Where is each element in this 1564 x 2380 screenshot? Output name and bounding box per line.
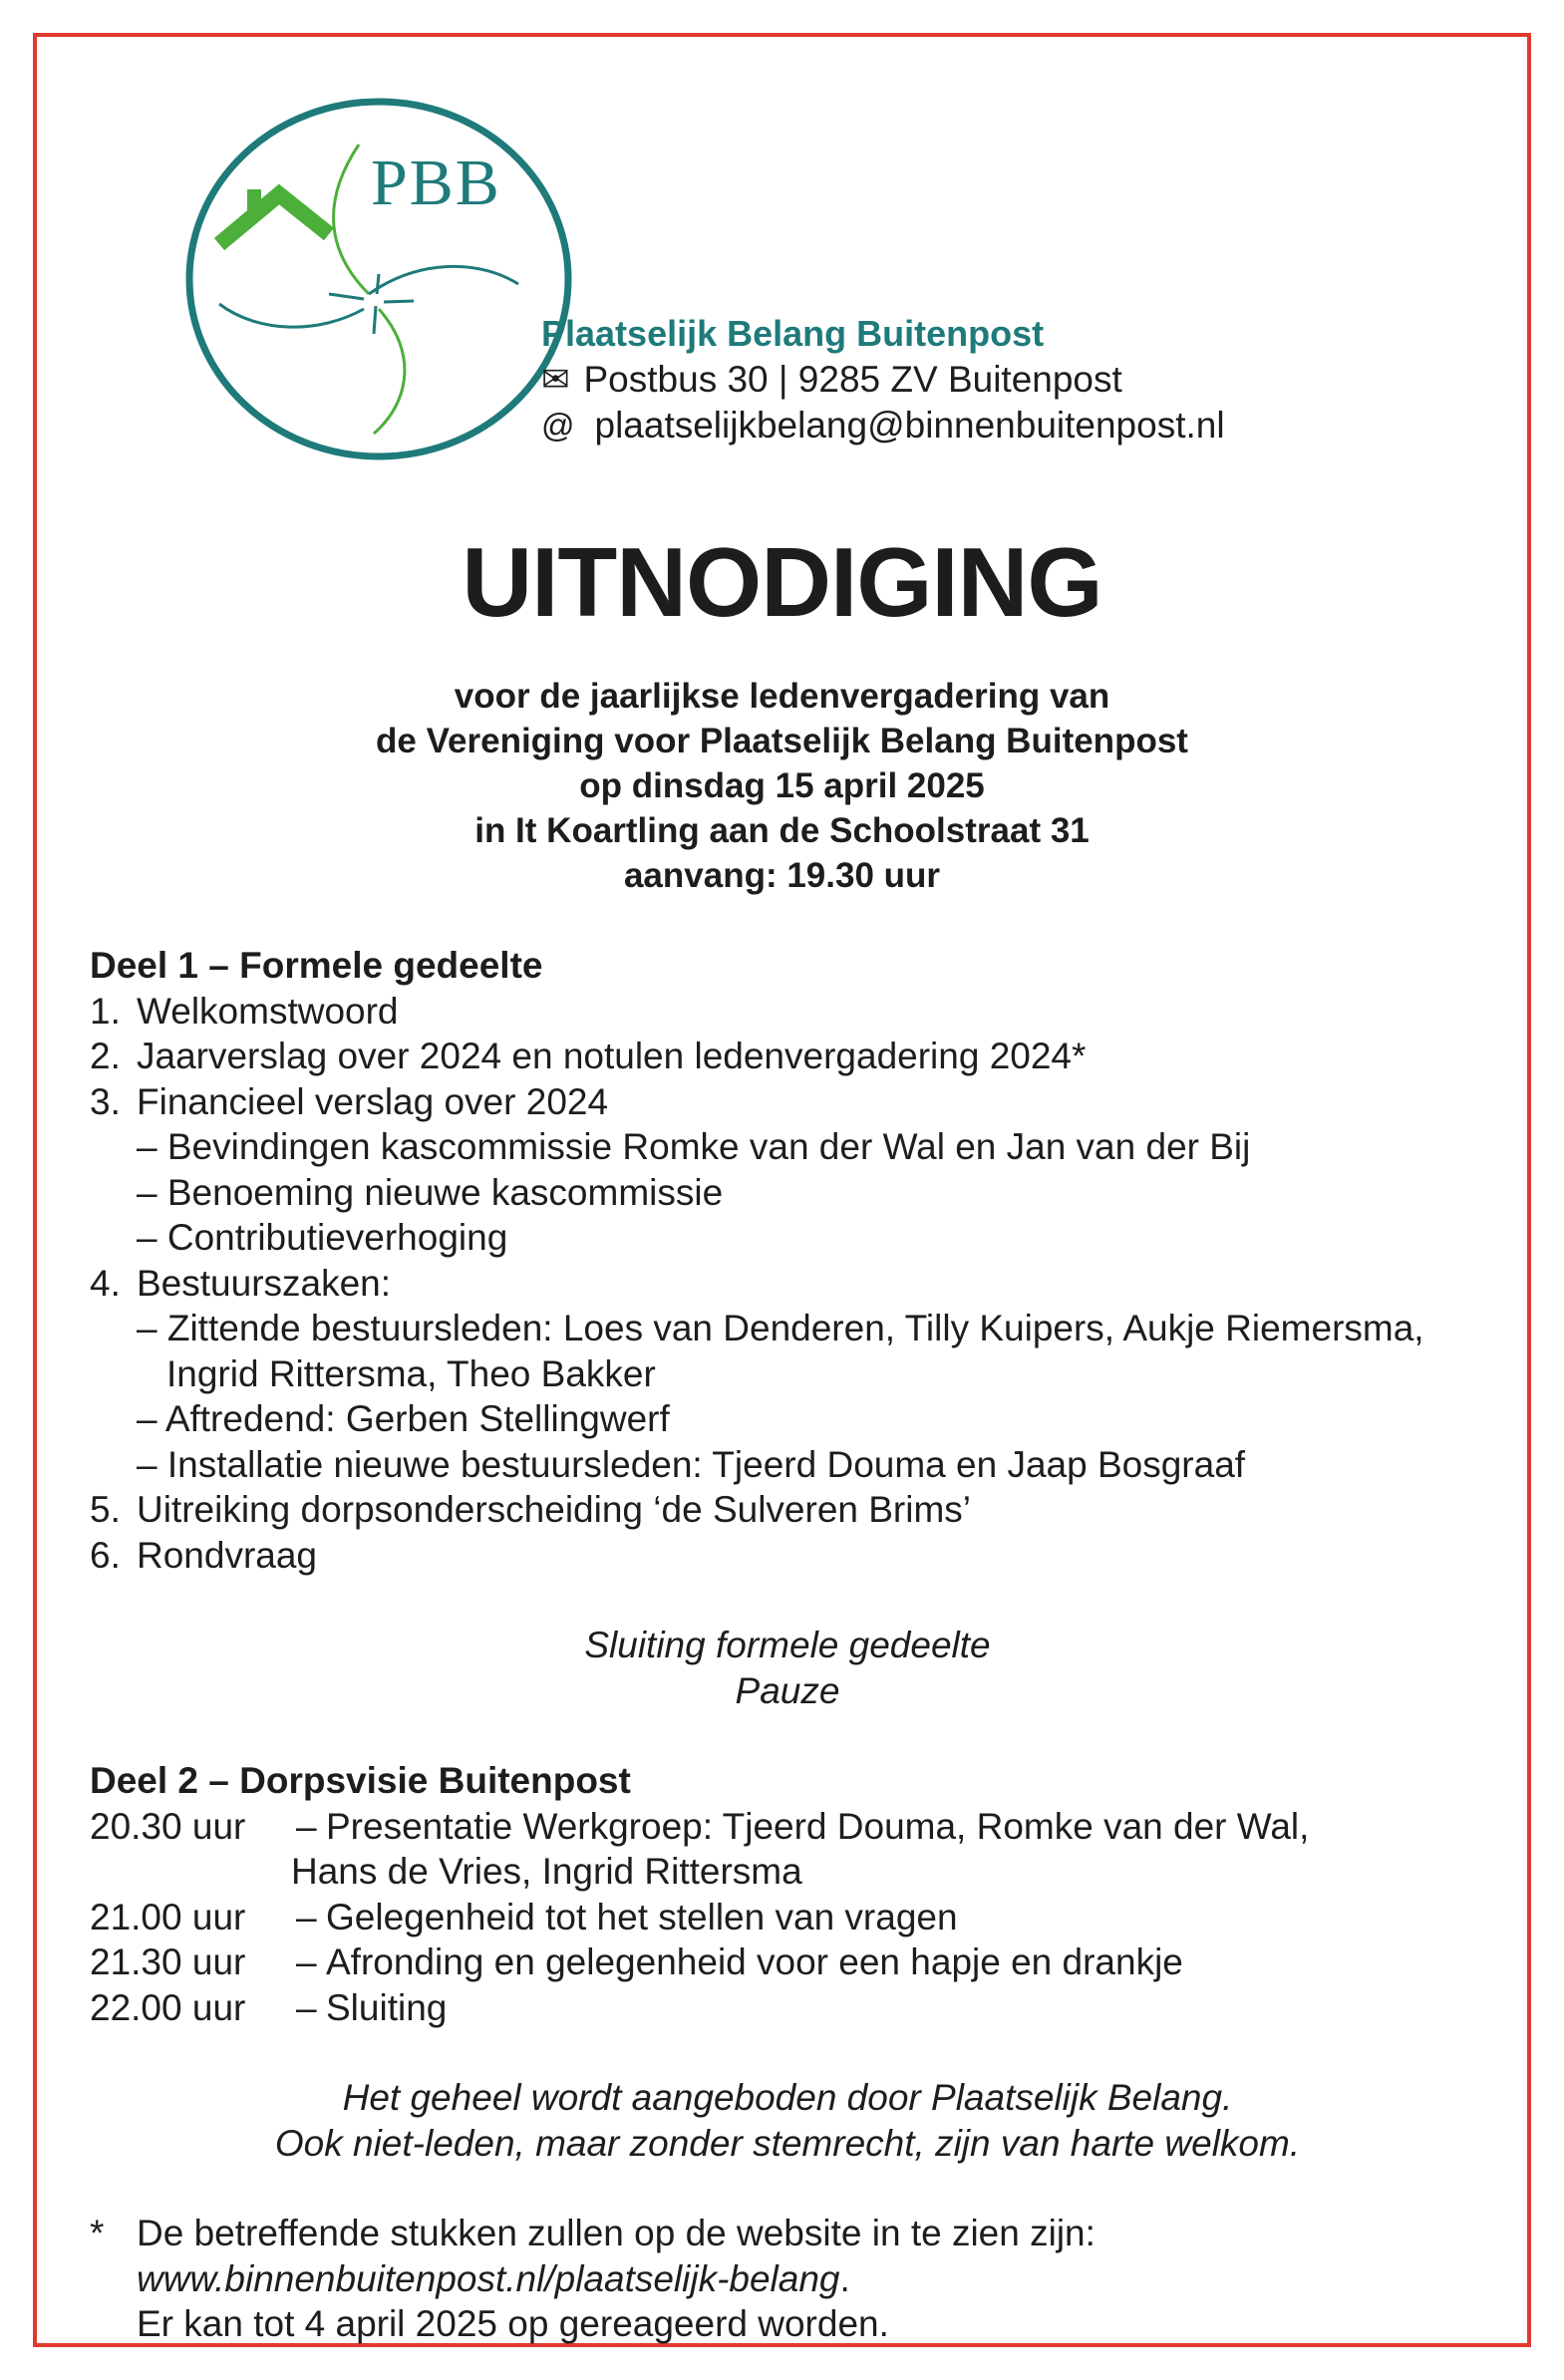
- welcome-line: Het geheel wordt aangeboden door Plaatselijk Belang.: [342, 2077, 1233, 2118]
- intro-line: op dinsdag 15 april 2025: [579, 766, 985, 805]
- agenda-item: [90, 1261, 1505, 1307]
- item-number: 2.: [90, 1036, 121, 1076]
- agenda-item: [90, 1034, 1505, 1079]
- url-suffix: .: [839, 2257, 850, 2299]
- intro-line: aanvang: 19.30 uur: [623, 856, 941, 895]
- intro-line: in It Koartling aan de Schoolstraat 31: [474, 811, 1090, 850]
- schedule-dash: –: [296, 1805, 317, 1847]
- envelope-icon: ✉: [541, 361, 570, 399]
- item-text: Welkomstwoord: [137, 990, 399, 1032]
- sub-item: – Benoeming nieuwe kascommissie: [137, 1171, 724, 1213]
- item-number: 3.: [90, 1080, 121, 1122]
- sub-item: – Installatie nieuwe bestuursleden: Tjeerd Douma en Jaap Bosgraaf: [137, 1443, 1246, 1485]
- schedule-row: [90, 1985, 1505, 2031]
- item-text: Jaarverslag over 2024 en notulen ledenvergadering 2024*: [137, 1036, 1087, 1076]
- item-text: Uitreiking dorpsonderscheiding ‘de Sulveren Brims’: [137, 1489, 972, 1530]
- schedule-text: Gelegenheid tot het stellen van vragen: [326, 1896, 958, 1937]
- address-line: [541, 357, 1225, 403]
- organization-name: Plaatselijk Belang Buitenpost: [541, 313, 1045, 354]
- part1-heading: Deel 1 – Formele gedeelte: [90, 945, 543, 986]
- item-text: Rondvraag: [137, 1534, 318, 1576]
- item-number: 6.: [90, 1534, 121, 1576]
- intro-block: [0, 674, 1564, 898]
- item-text: Bestuurszaken:: [137, 1262, 392, 1304]
- sub-item-continued: Ingrid Rittersma, Theo Bakker: [166, 1352, 656, 1394]
- agenda-item: [90, 989, 1505, 1035]
- schedule-time: 21.30 uur: [90, 1941, 246, 1982]
- page-title: UITNODIGING: [462, 527, 1102, 637]
- footnote: [90, 2211, 1505, 2347]
- break-note: Pauze: [735, 1669, 840, 1711]
- agenda-item: [90, 1487, 1505, 1533]
- email-text[interactable]: plaatselijkbelang@binnenbuitenpost.nl: [594, 405, 1225, 446]
- at-icon: @: [541, 407, 575, 444]
- swirl-left: [219, 304, 364, 327]
- intro-line: de Vereniging voor Plaatselijk Belang Buitenpost: [376, 722, 1188, 760]
- website-link[interactable]: www.binnenbuitenpost.nl/plaatselijk-belang: [137, 2257, 840, 2299]
- closing-note: Sluiting formele gedeelte: [584, 1625, 991, 1665]
- footnote-line: De betreffende stukken zullen op de website in te zien zijn:: [137, 2213, 1095, 2253]
- organization-block: [541, 311, 1225, 448]
- sub-item: – Contributieverhoging: [137, 1217, 508, 1258]
- schedule-text: Sluiting: [326, 1986, 448, 2028]
- logo-text: PBB: [371, 147, 501, 219]
- item-text: Financieel verslag over 2024: [137, 1080, 609, 1122]
- part2-heading: Deel 2 – Dorpsvisie Buitenpost: [90, 1760, 631, 1801]
- footnote-star: *: [90, 2213, 105, 2253]
- footnote-body: [137, 2211, 1095, 2347]
- schedule-dash: –: [296, 1941, 317, 1982]
- sub-item: – Aftredend: Gerben Stellingwerf: [137, 1398, 670, 1439]
- intro-line: voor de jaarlijkse ledenvergadering van: [454, 677, 1110, 716]
- item-number: 4.: [90, 1262, 121, 1304]
- schedule-dash: –: [296, 1986, 317, 2028]
- swirl-right: [369, 266, 518, 294]
- schedule-time: 21.00 uur: [90, 1896, 246, 1937]
- schedule-time: 20.30 uur: [90, 1805, 246, 1847]
- arrow-center: [329, 274, 414, 334]
- sub-item: – Zittende bestuursleden: Loes van Denderen, Tilly Kuipers, Aukje Riemersma,: [137, 1308, 1424, 1348]
- item-number: 5.: [90, 1489, 121, 1530]
- agenda-item: [90, 1533, 1505, 1579]
- sub-item: – Bevindingen kascommissie Romke van der Wal en Jan van der Bij: [137, 1126, 1251, 1167]
- swirl-top: [334, 145, 369, 294]
- agenda: [90, 943, 1505, 2347]
- swirl-bottom: [374, 309, 405, 434]
- schedule-row: [90, 1895, 1505, 1940]
- welcome-line: Ook niet-leden, maar zonder stemrecht, zijn van harte welkom.: [274, 2122, 1301, 2164]
- item-number: 1.: [90, 990, 121, 1032]
- schedule-dash: –: [296, 1896, 317, 1937]
- house-roof-icon: [219, 194, 329, 244]
- agenda-item: [90, 1079, 1505, 1125]
- email-line: [541, 403, 1225, 448]
- schedule-text: Presentatie Werkgroep: Tjeerd Douma, Romke van der Wal,: [326, 1805, 1310, 1847]
- footnote-line: Er kan tot 4 april 2025 op gereageerd worden.: [137, 2303, 889, 2344]
- address-text: Postbus 30 | 9285 ZV Buitenpost: [583, 359, 1122, 400]
- house-chimney: [247, 189, 261, 211]
- schedule-row: [90, 1939, 1505, 1985]
- schedule-row: [90, 1804, 1505, 1850]
- footnote-url-line: [137, 2256, 1095, 2302]
- schedule-text: Afronding en gelegenheid voor een hapje en drankje: [326, 1941, 1183, 1982]
- schedule-time: 22.00 uur: [90, 1986, 246, 2028]
- schedule-continued: Hans de Vries, Ingrid Rittersma: [291, 1851, 802, 1892]
